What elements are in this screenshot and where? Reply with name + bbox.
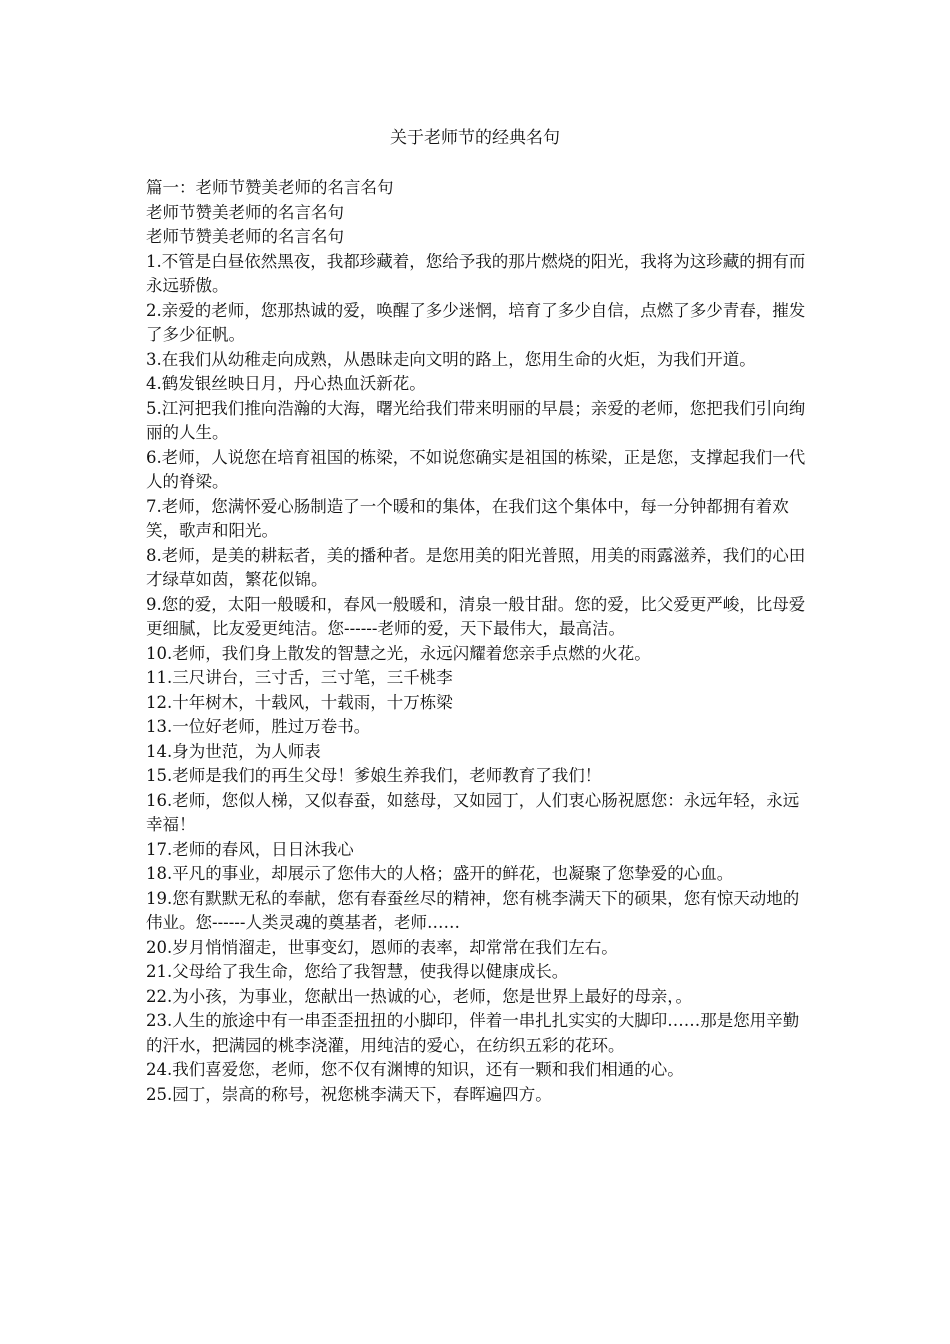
- quote-item: 6.老师，人说您在培育祖国的栋梁，不如说您确实是祖国的栋梁，正是您，支撑起我们一代人的脊梁。: [146, 447, 806, 491]
- quote-item: 7.老师，您满怀爱心肠制造了一个暖和的集体，在我们这个集体中，每一分钟都拥有着欢笑，歌声和阳光。: [146, 496, 789, 540]
- quote-item: 25.园丁，崇高的称号，祝您桃李满天下，春晖遍四方。: [146, 1084, 552, 1104]
- quote-item: 3.在我们从幼稚走向成熟，从愚昧走向文明的路上，您用生命的火炬，为我们开道。: [146, 349, 756, 369]
- quote-item: 11.三尺讲台，三寸舌，三寸笔，三千桃李: [146, 668, 453, 687]
- quote-item: 9.您的爱，太阳一般暖和，春风一般暖和，清泉一般甘甜。您的爱，比父爱更严峻，比母爱更细腻，比友爱更纯洁。您------老师的爱，天下最伟大，最高洁。: [146, 594, 806, 638]
- quote-item: 5.江河把我们推向浩瀚的大海，曙光给我们带来明丽的早晨；亲爱的老师，您把我们引向绚丽的人生。: [146, 398, 806, 442]
- quote-item: 17.老师的春风，日日沐我心: [146, 839, 354, 859]
- quote-item: 16.老师，您似人梯，又似春蚕，如慈母，又如园丁，人们衷心肠祝愿您：永远年轻，永远幸福！: [146, 790, 800, 834]
- quote-item: 20.岁月悄悄溜走，世事变幻，恩师的表率，却常常在我们左右。: [146, 937, 618, 957]
- quote-item: 1.不管是白昼依然黑夜，我都珍藏着，您给予我的那片燃烧的阳光，我将为这珍藏的拥有而永远骄傲。: [146, 251, 806, 295]
- quote-item: 22.为小孩，为事业，您献出一热诚的心，老师，您是世界上最好的母亲，。: [146, 986, 692, 1006]
- quote-item: 24.我们喜爱您，老师，您不仅有渊博的知识，还有一颗和我们相通的心。: [146, 1060, 684, 1079]
- quote-item: 21.父母给了我生命，您给了我智慧，使我得以健康成长。: [146, 962, 569, 981]
- quote-item: 12.十年树木，十载风，十载雨，十万栋梁: [146, 692, 453, 712]
- document-body: [146, 176, 806, 1107]
- quote-item: 13.一位好老师，胜过万卷书。: [146, 717, 371, 736]
- subheading: 老师节赞美老师的名言名句: [146, 202, 344, 222]
- quote-item: 10.老师，我们身上散发的智慧之光，永远闪耀着您亲手点燃的火花。: [146, 643, 651, 663]
- document-title: 关于老师节的经典名句: [390, 128, 560, 148]
- quote-item: 15.老师是我们的再生父母！爹娘生养我们，老师教育了我们！: [146, 766, 602, 785]
- quote-item: 2.亲爱的老师，您那热诚的爱，唤醒了多少迷惘，培育了多少自信，点燃了多少青春，摧发了多少征帆。: [146, 300, 806, 344]
- quote-item: 23.人生的旅途中有一串歪歪扭扭的小脚印，伴着一串扎扎实实的大脚印……那是您用辛勤的汗水，把满园的桃李浇灌，用纯洁的爱心，在纺织五彩的花环。: [146, 1011, 800, 1055]
- quote-item: 19.您有默默无私的奉献，您有春蚕丝尽的精神，您有桃李满天下的硕果，您有惊天动地的伟业。您------人类灵魂的奠基者，老师……: [146, 888, 800, 932]
- subheading: 老师节赞美老师的名言名句: [146, 227, 344, 246]
- quote-item: 4.鹤发银丝映日月，丹心热血沃新花。: [146, 374, 426, 393]
- quote-item: 14.身为世范，为人师表: [146, 741, 321, 761]
- section-heading: 篇一：老师节赞美老师的名言名句: [146, 178, 394, 197]
- quote-item: 8.老师，是美的耕耘者，美的播种者。是您用美的阳光普照，用美的雨露滋养，我们的心田才绿草如茵，繁花似锦。: [146, 545, 806, 589]
- quote-item: 18.平凡的事业，却展示了您伟大的人格；盛开的鲜花，也凝聚了您挚爱的心血。: [146, 864, 734, 883]
